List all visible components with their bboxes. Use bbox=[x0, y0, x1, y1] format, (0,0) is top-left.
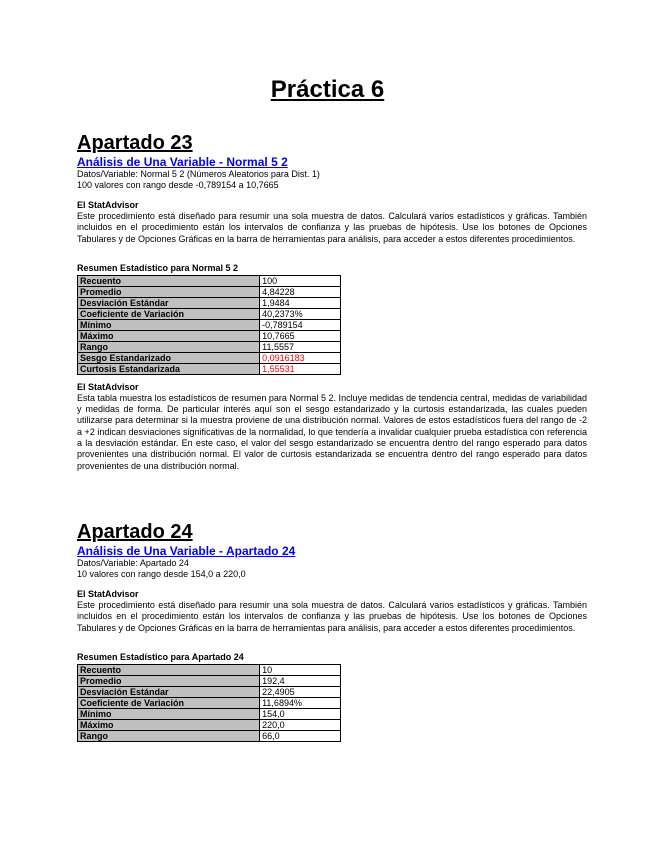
stat-value: 10,7665 bbox=[260, 330, 341, 341]
stat-label: Promedio bbox=[78, 286, 260, 297]
stat-value: 1,55531 bbox=[260, 363, 341, 374]
stat-label: Coeficiente de Variación bbox=[78, 697, 260, 708]
table-row bbox=[78, 275, 341, 286]
table-title: Resumen Estadístico para Apartado 24 bbox=[77, 651, 244, 662]
stat-label: Desviación Estándar bbox=[78, 686, 260, 697]
page-title: Práctica 6 bbox=[270, 76, 385, 103]
statadvisor-title: El StatAdvisor bbox=[77, 589, 139, 599]
statadvisor-text: Este procedimiento está diseñado para resumir una sola muestra de datos. Calculará varios estadísticos y gráficas. También incluidos en el procedimiento están los intervalos de confianza y las pruebas de hipótesis. Use los botones de Opciones Tabulares y de Opciones Gráficas en la barra de herramientas para análisis, para acceder a estos diferentes procedimientos. bbox=[77, 600, 587, 633]
summary-table bbox=[77, 664, 341, 742]
stat-label: Promedio bbox=[78, 675, 260, 686]
data-variable-line: Datos/Variable: Normal 5 2 (Números Aleatorios para Dist. 1) bbox=[77, 169, 320, 179]
table-row bbox=[78, 730, 341, 741]
stat-label: Máximo bbox=[78, 330, 260, 341]
table-row bbox=[78, 319, 341, 330]
table-title: Resumen Estadístico para Normal 5 2 bbox=[77, 262, 239, 273]
stat-label: Máximo bbox=[78, 719, 260, 730]
stat-value: 100 bbox=[260, 275, 341, 286]
statadvisor-title: El StatAdvisor bbox=[77, 381, 139, 392]
table-row bbox=[78, 719, 341, 730]
stat-value: 10 bbox=[260, 664, 341, 675]
stat-value: 22,4905 bbox=[260, 686, 341, 697]
statadvisor-text: Este procedimiento está diseñado para resumir una sola muestra de datos. Calculará varios estadísticos y gráficas. También incluidos en el procedimiento están los intervalos de confianza y las pruebas de hipótesis. Use los botones de Opciones Tabulares y de Opciones Gráficas en la barra de herramientas para análisis, para acceder a estos diferentes procedimientos. bbox=[77, 211, 587, 244]
stat-label: Curtosis Estandarizada bbox=[78, 363, 260, 374]
table-row bbox=[78, 664, 341, 675]
stat-label: Coeficiente de Variación bbox=[78, 308, 260, 319]
section-apartado-24 bbox=[77, 521, 587, 742]
table-row bbox=[78, 341, 341, 352]
stat-label: Rango bbox=[78, 341, 260, 352]
analysis-link[interactable]: Análisis de Una Variable - Apartado 24 bbox=[77, 544, 296, 558]
data-variable-line: Datos/Variable: Apartado 24 bbox=[77, 558, 189, 568]
stat-value: 154,0 bbox=[260, 708, 341, 719]
stat-label: Rango bbox=[78, 730, 260, 741]
summary-table bbox=[77, 275, 341, 375]
statadvisor-text: Esta tabla muestra los estadísticos de resumen para Normal 5 2. Incluye medidas de tendencia central, medidas de variabilidad y medidas de forma. De particular interés aquí son el sesgo estandarizado y la curtosis estandarizada, las cuales pueden utilizarse para determinar si la muestra proviene de una distribución normal. Valores de estos estadísticos fuera del rango de -2 a +2 indican desviaciones significativas de la normalidad, lo que tendería a invalidar cualquier prueba estadística con referencia a la desviación estándar. En este caso, el valor del sesgo estandarizado se encuentra dentro del rango esperado para datos provenientes una distribución normal. El valor de curtosis estandarizada se encuentra dentro del rango esperado para datos provenientes de una distribución normal. bbox=[77, 392, 587, 471]
table-row bbox=[78, 686, 341, 697]
table-row bbox=[78, 675, 341, 686]
table-row bbox=[78, 297, 341, 308]
stat-value: 192,4 bbox=[260, 675, 341, 686]
stat-label: Sesgo Estandarizado bbox=[78, 352, 260, 363]
stat-label: Recuento bbox=[78, 275, 260, 286]
stat-value: 220,0 bbox=[260, 719, 341, 730]
range-line: 100 valores con rango desde -0,789154 a 10,7665 bbox=[77, 180, 279, 190]
stat-value: 4,84228 bbox=[260, 286, 341, 297]
statadvisor-title: El StatAdvisor bbox=[77, 200, 139, 210]
stat-label: Desviación Estándar bbox=[78, 297, 260, 308]
table-row bbox=[78, 308, 341, 319]
table-row bbox=[78, 352, 341, 363]
table-row bbox=[78, 330, 341, 341]
section-heading: Apartado 24 bbox=[77, 521, 193, 543]
stat-value: 0,0916183 bbox=[260, 352, 341, 363]
table-row bbox=[78, 697, 341, 708]
stat-value: -0,789154 bbox=[260, 319, 341, 330]
stat-value: 66,0 bbox=[260, 730, 341, 741]
stat-label: Recuento bbox=[78, 664, 260, 675]
stat-label: Mínimo bbox=[78, 708, 260, 719]
analysis-link[interactable]: Análisis de Una Variable - Normal 5 2 bbox=[77, 155, 288, 169]
range-line: 10 valores con rango desde 154,0 a 220,0 bbox=[77, 569, 246, 579]
section-apartado-23 bbox=[77, 132, 587, 472]
stat-value: 11,6894% bbox=[260, 697, 341, 708]
table-row bbox=[78, 708, 341, 719]
stat-value: 40,2373% bbox=[260, 308, 341, 319]
table-row bbox=[78, 363, 341, 374]
stat-label: Mínimo bbox=[78, 319, 260, 330]
stat-value: 1,9484 bbox=[260, 297, 341, 308]
table-row bbox=[78, 286, 341, 297]
stat-value: 11,5557 bbox=[260, 341, 341, 352]
section-heading: Apartado 23 bbox=[77, 132, 193, 154]
